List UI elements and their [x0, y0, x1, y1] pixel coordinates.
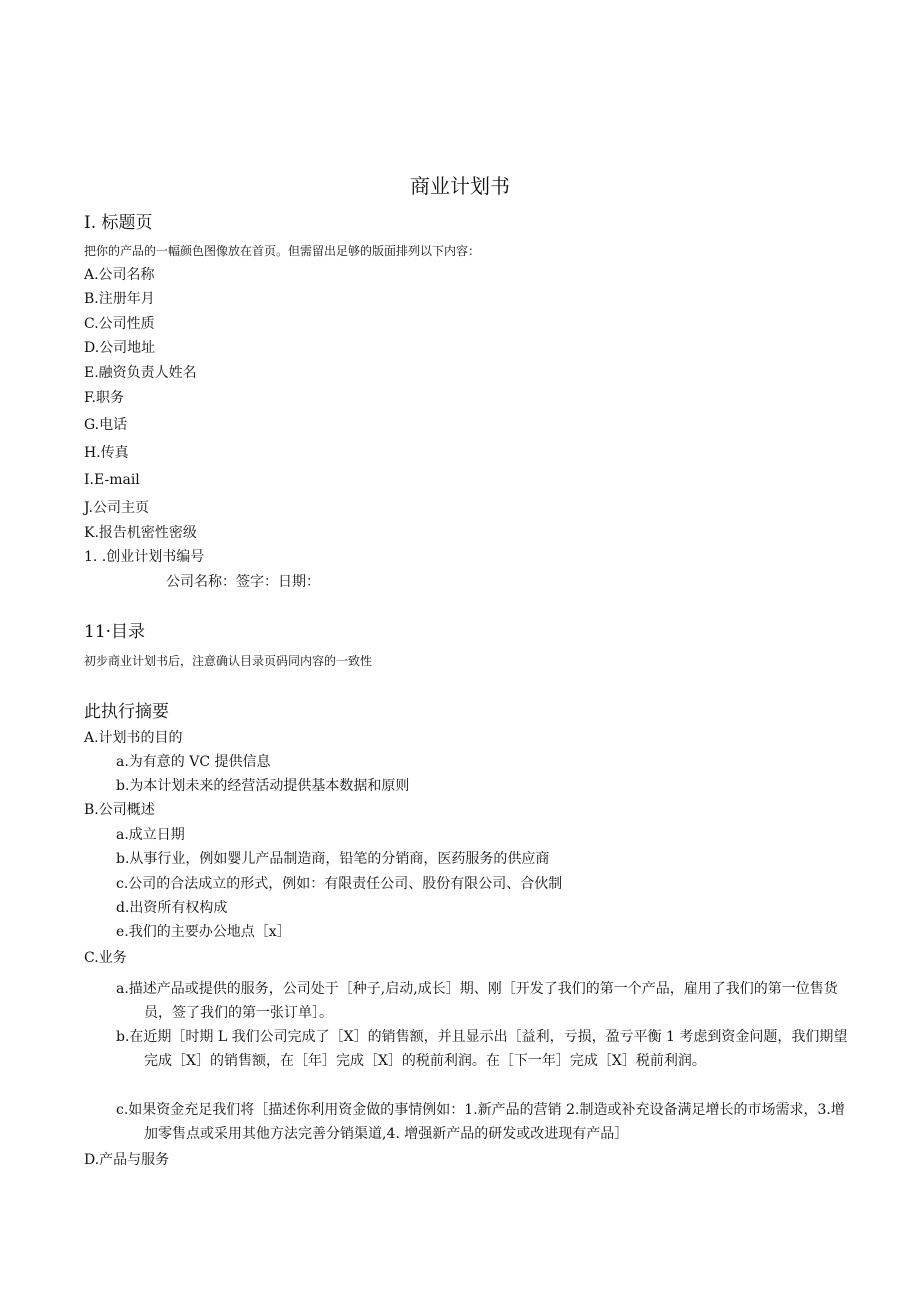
- section-heading-title-page: I. 标题页: [84, 213, 153, 233]
- signature-line: 公司名称：签字：日期：: [166, 574, 320, 590]
- list-item: b.为本计划未来的经营活动提供基本数据和原则: [116, 778, 410, 794]
- list-item: C.公司性质: [84, 316, 155, 332]
- list-item: B.注册年月: [84, 291, 155, 307]
- summary-D: D.产品与服务: [84, 1152, 170, 1168]
- business-paragraph-a: a.描述产品或提供的服务，公司处于［种子,启动,成长］期、刚［开发了我们的第一个产品，雇用了我们的第一位售货员，签了我们的第一张订单］。: [116, 981, 838, 1021]
- list-item: a.成立日期: [116, 827, 185, 843]
- list-item: D.公司地址: [84, 340, 156, 356]
- list-item: H.传真: [84, 445, 129, 461]
- section-heading-toc: 11·目录: [84, 622, 146, 642]
- title-page-instruction: 把你的产品的一幅颜色图像放在首页。但需留出足够的版面排列以下内容：: [84, 244, 481, 258]
- business-paragraph-b: b.在近期［时期 L 我们公司完成了［X］的销售额，并且显示出［益利，亏损，盈亏平衡 1 考虑到资金问题，我们期望完成［X］的销售额，在［年］完成［X］的税前利润。在［下一年］完成［X］税前利润。: [116, 1029, 848, 1069]
- list-item: a.为有意的 VC 提供信息: [116, 754, 271, 770]
- list-item: K.报告机密性密级: [84, 525, 197, 541]
- list-item: e.我们的主要办公地点［x］: [116, 924, 291, 940]
- list-item: d.出资所有权构成: [116, 900, 228, 916]
- list-item: E.融资负责人姓名: [84, 365, 197, 381]
- list-item: 1. .创业计划书编号: [84, 549, 205, 565]
- summary-C: C.业务: [84, 950, 127, 966]
- list-item: I.E-mail: [84, 472, 140, 488]
- list-item: b.从事行业，例如婴儿产品制造商，铅笔的分销商，医药服务的供应商: [116, 851, 550, 867]
- list-item: A.公司名称: [84, 267, 155, 283]
- list-item: J.公司主页: [84, 500, 149, 516]
- summary-A: A.计划书的目的: [84, 730, 183, 746]
- summary-B: B.公司概述: [84, 802, 155, 818]
- list-item: c.公司的合法成立的形式，例如：有限责任公司、股份有限公司、合伙制: [116, 876, 563, 892]
- toc-instruction: 初步商业计划书后，注意确认目录页码同内容的一致性: [84, 654, 373, 668]
- list-item: G.电话: [84, 417, 128, 433]
- list-item: F.职务: [84, 390, 124, 406]
- section-heading-summary: 此执行摘要: [84, 702, 169, 722]
- page-title: 商业计划书: [410, 174, 510, 198]
- business-paragraph-c: c.如果资金充足我们将［描述你利用资金做的事情例如：1.新产品的营销 2.制造或补充设备满足增长的市场需求，3.增加零售点或采用其他方法完善分销渠道,4. 增强新产品的研发或改进现有产品］: [116, 1102, 845, 1142]
